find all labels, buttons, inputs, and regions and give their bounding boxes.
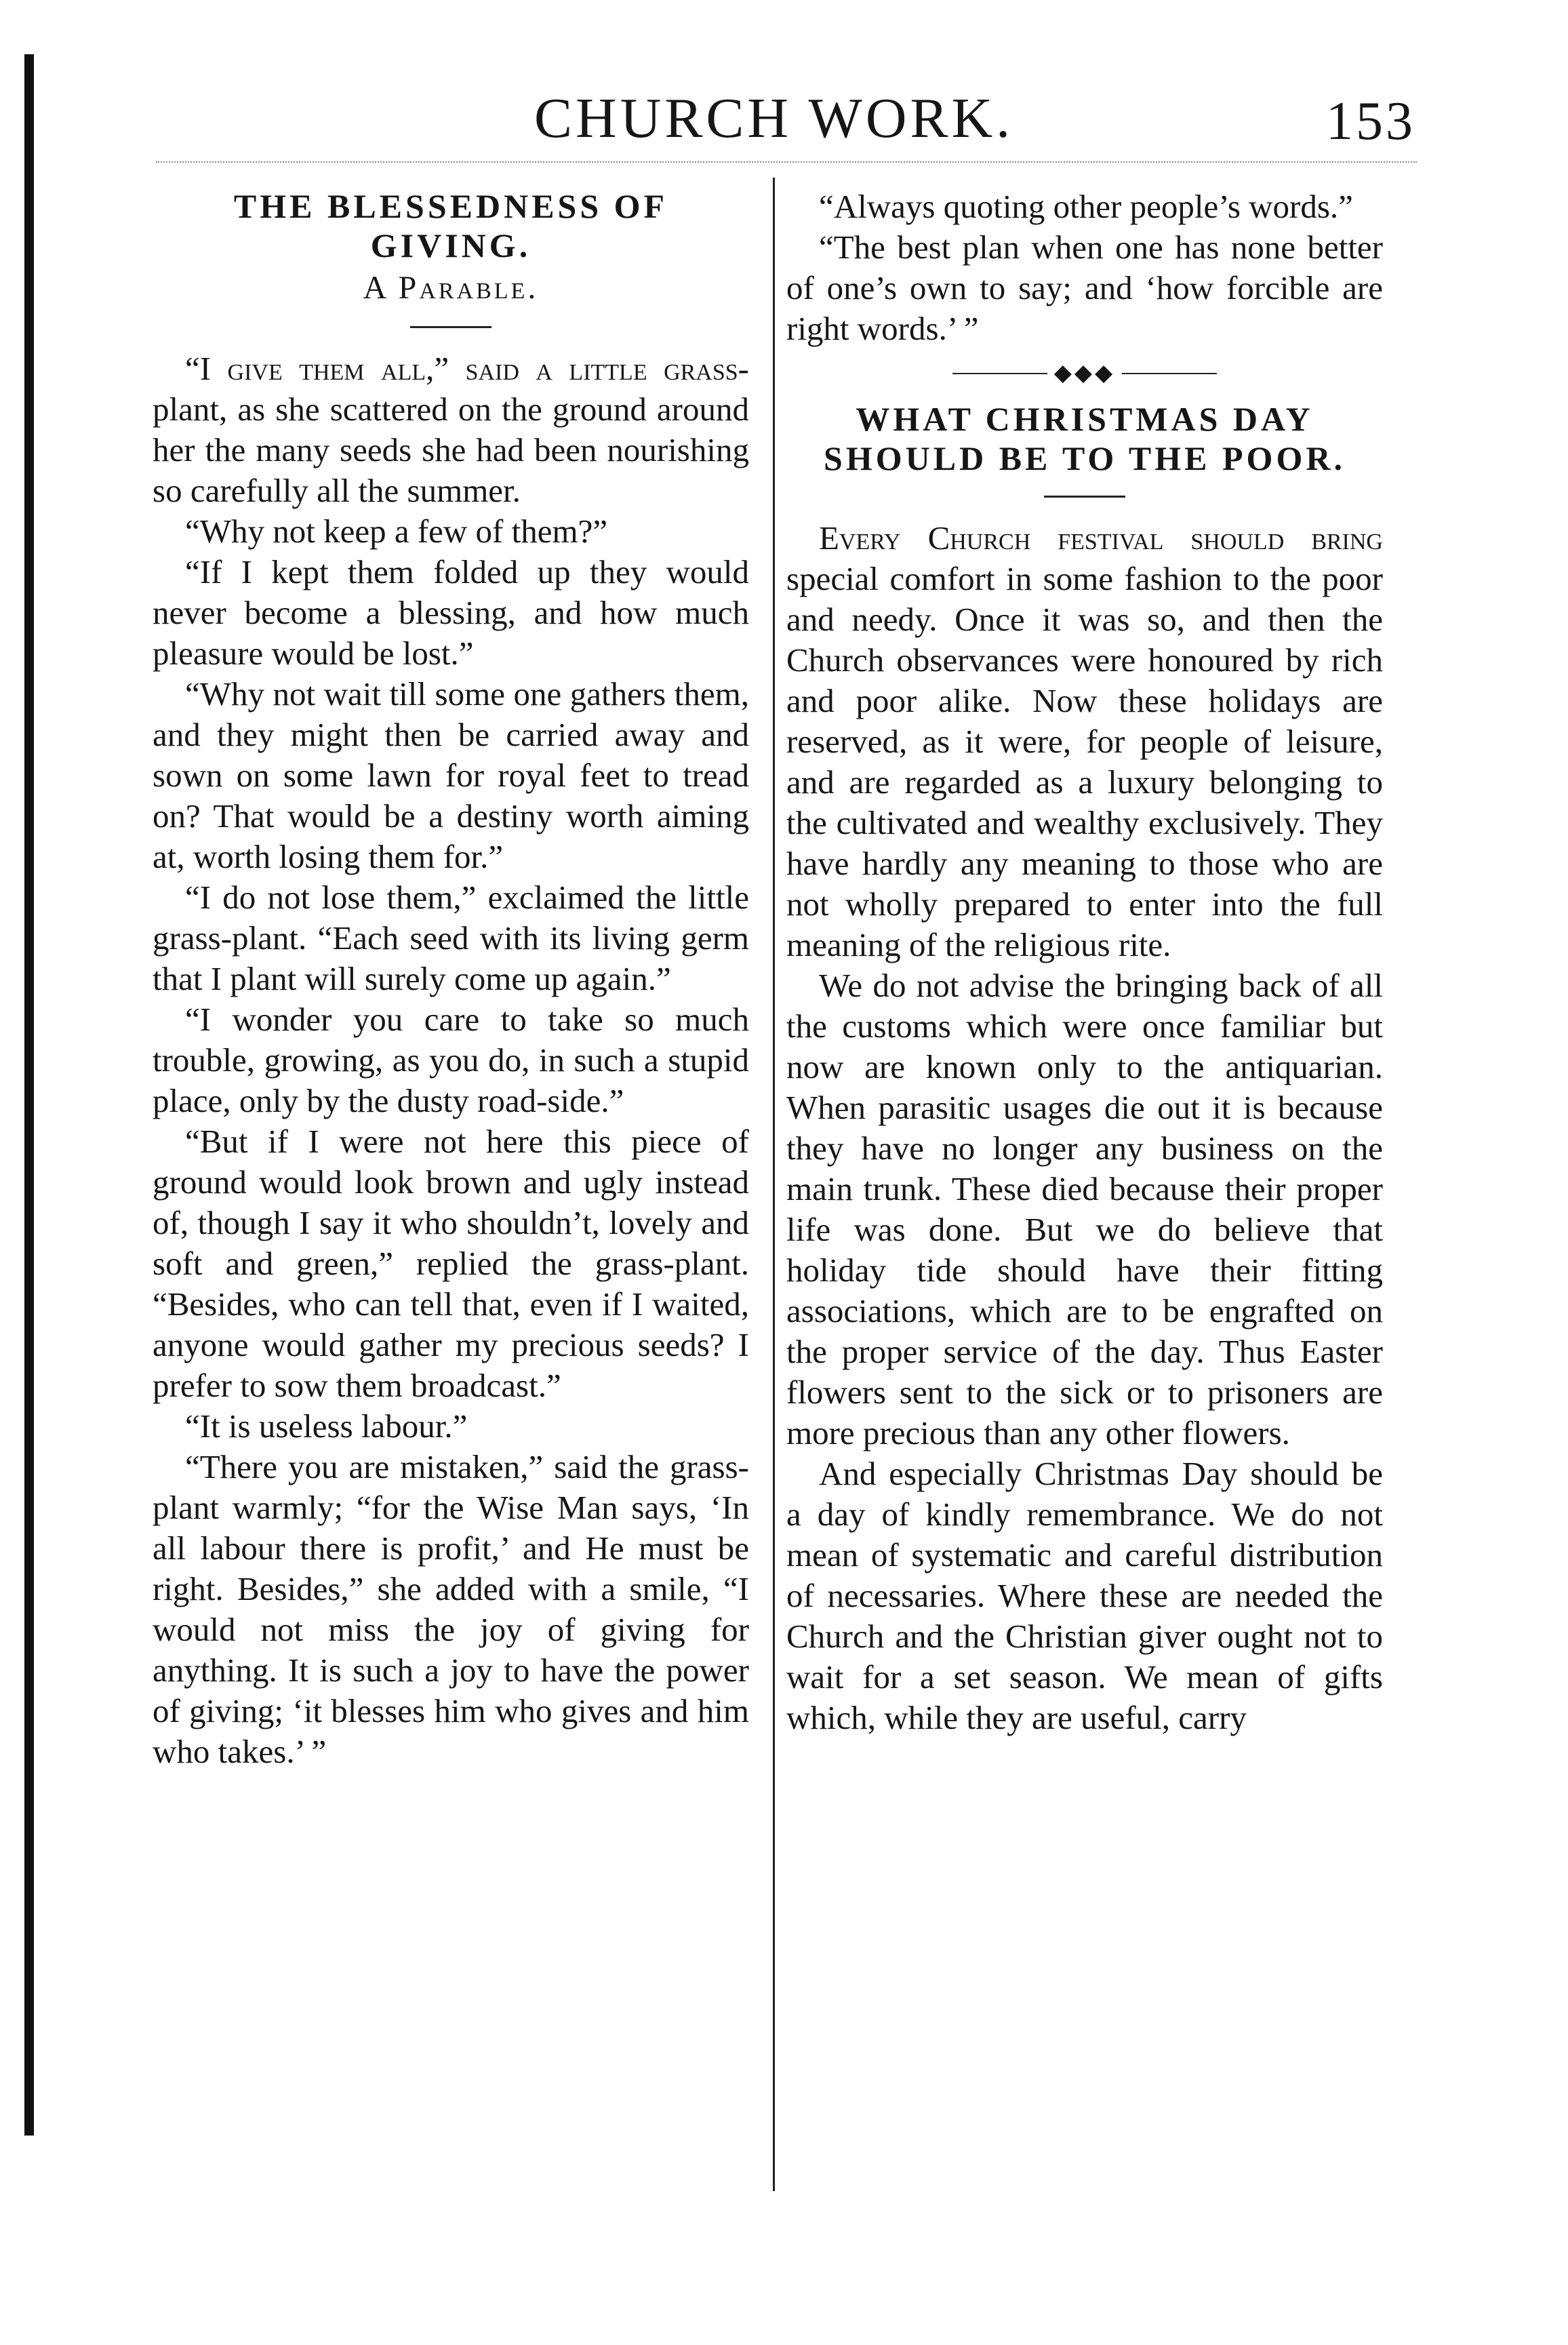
paragraph: We do not advise the bringing back of all the customs which were once familiar but now are known only to the antiquarian. When parasitic usages die out it is because they have no longer any business on the main trunk. These died because their proper life was done. But we do believe that holiday tide should have their fitting associations, which are to be engrafted on the proper service of the day. Thus Easter flowers sent to the sick or to prisoners are more precious than any other flowers. [786, 967, 1383, 1451]
title-rule [410, 326, 491, 328]
paragraph: “I give them all,” said a little grass-plant, as she scattered on the ground around her the many seeds she had been nourishing so carefully all the summer. [153, 350, 749, 509]
paragraph: “I wonder you care to take so much trouble, growing, as you do, in such a stupid place, only by the dusty road-side.” [153, 1001, 749, 1119]
article-subtitle: A Parable. [363, 270, 539, 306]
paragraph: “Why not wait till some one gathers them, and they might then be carried away and sown on some lawn for royal feet to tread on? That would be a destiny worth aiming at, worth losing them for.” [153, 675, 749, 875]
paragraph: “If I kept them folded up they would never become a blessing, and how much pleasure would be lost.” [153, 553, 749, 672]
right-column [786, 186, 1383, 1738]
paragraph: “Why not keep a few of them?” [185, 513, 608, 550]
running-head [0, 76, 1568, 157]
paragraph: And especially Christmas Day should be a day of kindly remembrance. We do not mean of systematic and careful distribution of necessaries. Where these are needed the Church and the Christian giver ought not to wait for a set season. We mean of gifts which, while they are useful, carry [786, 1455, 1383, 1736]
column-divider [773, 178, 775, 2191]
article-title: THE BLESSEDNESS OF GIVING. [233, 187, 668, 264]
title-rule [1044, 496, 1125, 498]
binding-edge-shadow [24, 54, 34, 2136]
paragraph: “I do not lose them,” exclaimed the little grass-plant. “Each seed with its living germ that I plant will surely come up again.” [153, 879, 749, 997]
paragraph: “But if I were not here this piece of ground would look brown and ugly instead of, though I say it who shouldn’t, lovely and soft and green,” replied the grass-plant. “Besides, who can tell that, even if I waited, anyone would gather my precious seeds? I prefer to sow them broadcast.” [153, 1123, 749, 1404]
section-ornament [786, 361, 1383, 386]
paragraph: “There you are mistaken,” said the grass-plant warmly; “for the Wise Man says, ‘In all labour there is profit,’ and He must be right. Besides,” she added with a smile, “I would not miss the joy of giving for anything. It is such a joy to have the power of giving; ‘it blesses him who gives and him who takes.’ ” [153, 1448, 749, 1770]
ornament-rule-left [952, 373, 1047, 374]
paragraph: Every Church festival should bring special comfort in some fashion to the poor and needy. Once it was so, and then the Church observances were honoured by rich and poor alike. Now these holidays are reserved, as it were, for people of leisure, and are regarded as a luxury belonging to the cultivated and wealthy exclusively. They have hardly any meaning to those who are not wholly prepared to enter into the full meaning of the religious rite. [786, 519, 1383, 963]
header-rule [156, 161, 1417, 163]
paragraph: “It is useless labour.” [185, 1407, 468, 1445]
running-head-title: CHURCH WORK. [534, 87, 1014, 150]
paragraph: “Always quoting other people’s words.” [819, 188, 1353, 225]
ornament-rule-right [1122, 373, 1217, 374]
article-title: WHAT CHRISTMAS DAY SHOULD BE TO THE POOR. [824, 400, 1346, 477]
left-column [153, 186, 749, 1772]
ornament-glyph: ◆◆◆ [1053, 361, 1116, 386]
page-number: 153 [1326, 92, 1415, 151]
paragraph: “The best plan when one has none better of one’s own to say; and ‘how forcible are right words.’ ” [786, 228, 1383, 347]
